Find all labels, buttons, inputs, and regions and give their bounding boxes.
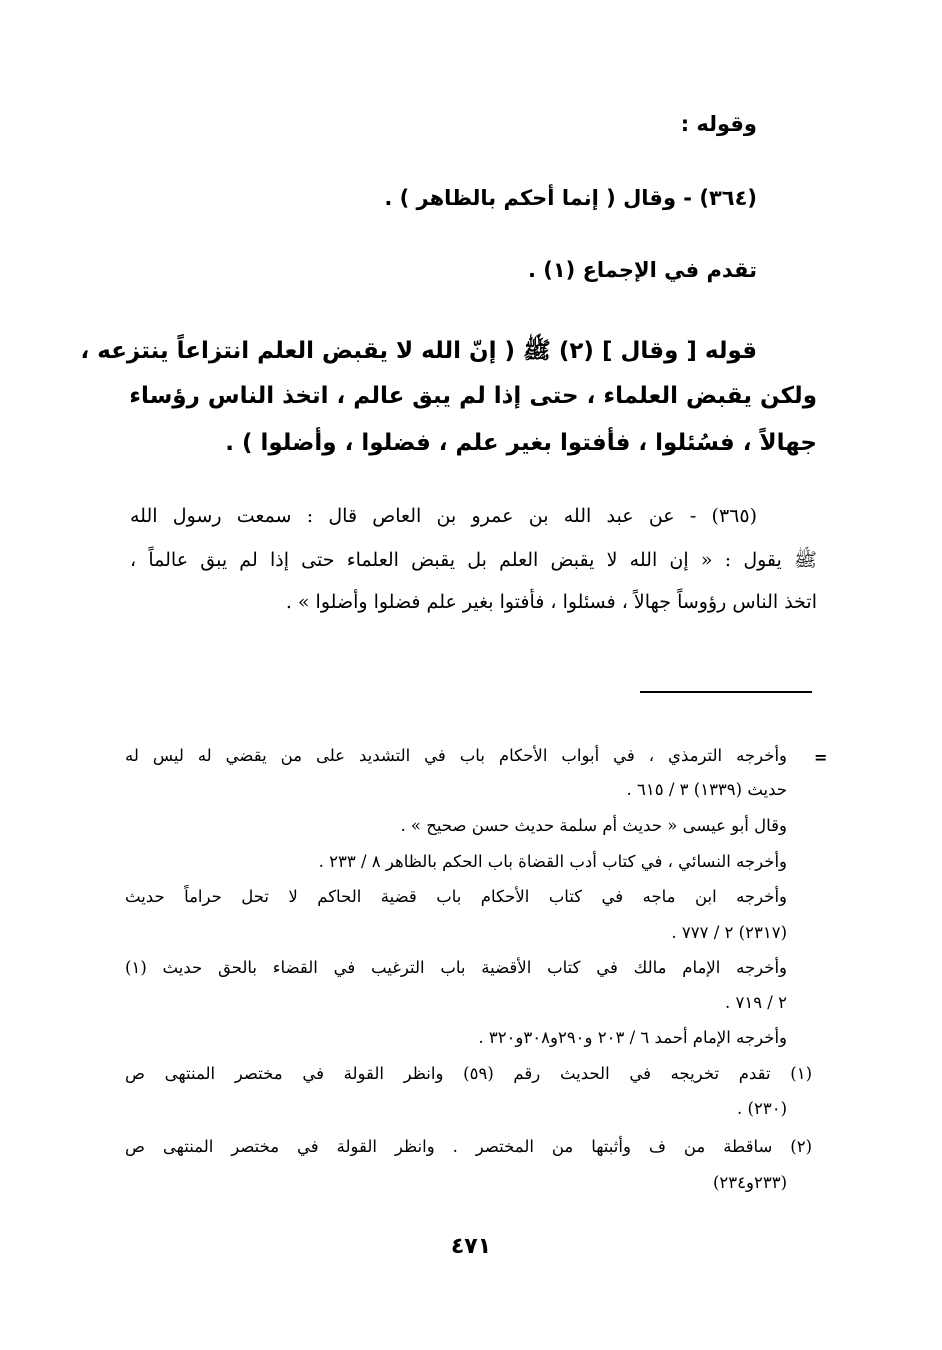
footnote-line: وأخرجه الترمذي ، في أبواب الأحكام باب في التشديد على من يقضي له ليس له	[125, 746, 787, 765]
footnote-line: (٢٣١٧) ٢ / ٧٧٧ .	[671, 923, 787, 942]
hadith-365-line-2: ﷺ يقول : « إن الله لا يقبض العلم بل يقبض العلماء حتى إذا لم يبق عالماً ،	[130, 549, 817, 571]
page-number: ٤٧١	[450, 1234, 492, 1259]
taqaddam-line: تقدم في الإجماع (١) .	[527, 258, 757, 282]
footnote-2-line: (٢٣٣و٢٣٤)	[712, 1173, 787, 1192]
footnote-line: وأخرجه الإمام مالك في كتاب الأقضية باب الترغيب في القضاء بالحق حديث (١)	[125, 958, 787, 977]
footnote-line: وقال أبو عيسى « حديث أم سلمة حديث حسن صحيح » .	[400, 816, 787, 835]
footnote-line: وأخرجه الإمام أحمد ٦ / ٢٠٣ و٢٩٠و٣٠٨و٣٢٠ .	[478, 1028, 787, 1047]
footnote-1-line: (٢٣٠) .	[737, 1099, 787, 1118]
matn-line-2: ولكن يقبض العلماء ، حتى إذا لم يبق عالم ، اتخذ الناس رؤساء	[129, 383, 817, 409]
hadith-365-line-3: اتخذ الناس رؤوساً جهالاً ، فسئلوا ، فأفتوا بغير علم فضلوا وأضلوا » .	[285, 591, 817, 613]
footnote-2-line: (٢) ساقطة من ف وأثبتها من المختصر . وانظر القولة في مختصر المنتهى ص	[125, 1137, 812, 1156]
hadith-364: (٣٦٤) - وقال ( إنما أحكم بالظاهر ) .	[384, 186, 757, 210]
footnote-line: وأخرجه ابن ماجه في كتاب الأحكام باب قضية الحاكم لا تحل حراماً حديث	[125, 887, 787, 906]
footnote-line: ٢ / ٧١٩ .	[724, 993, 787, 1012]
footnote-line: وأخرجه النسائي ، في كتاب أدب القضاة باب الحكم بالظاهر ٨ / ٢٣٣ .	[318, 852, 787, 871]
matn-line-3: جهالاً ، فسُئلوا ، فأفتوا بغير علم ، فضلوا ، وأضلوا ) .	[225, 430, 817, 456]
hadith-365-line-1: (٣٦٥) - عن عبد الله بن عمرو بن العاص قال : سمعت رسول الله	[130, 505, 757, 527]
footnote-continuation-mark: =	[814, 748, 828, 767]
qawluh-heading: وقوله :	[680, 112, 757, 136]
footnote-line: حديث (١٣٣٩) ٣ / ٦١٥ .	[626, 780, 787, 799]
footnote-separator	[640, 691, 812, 693]
footnote-1-line: (١) تقدم تخريجه في الحديث رقم (٥٩) وانظر القولة في مختصر المنتهى ص	[125, 1064, 813, 1083]
matn-line-1: قوله [ وقال ] (٢) ﷺ ( إنّ الله لا يقبض العلم انتزاعاً ينتزعه ،	[80, 338, 757, 364]
